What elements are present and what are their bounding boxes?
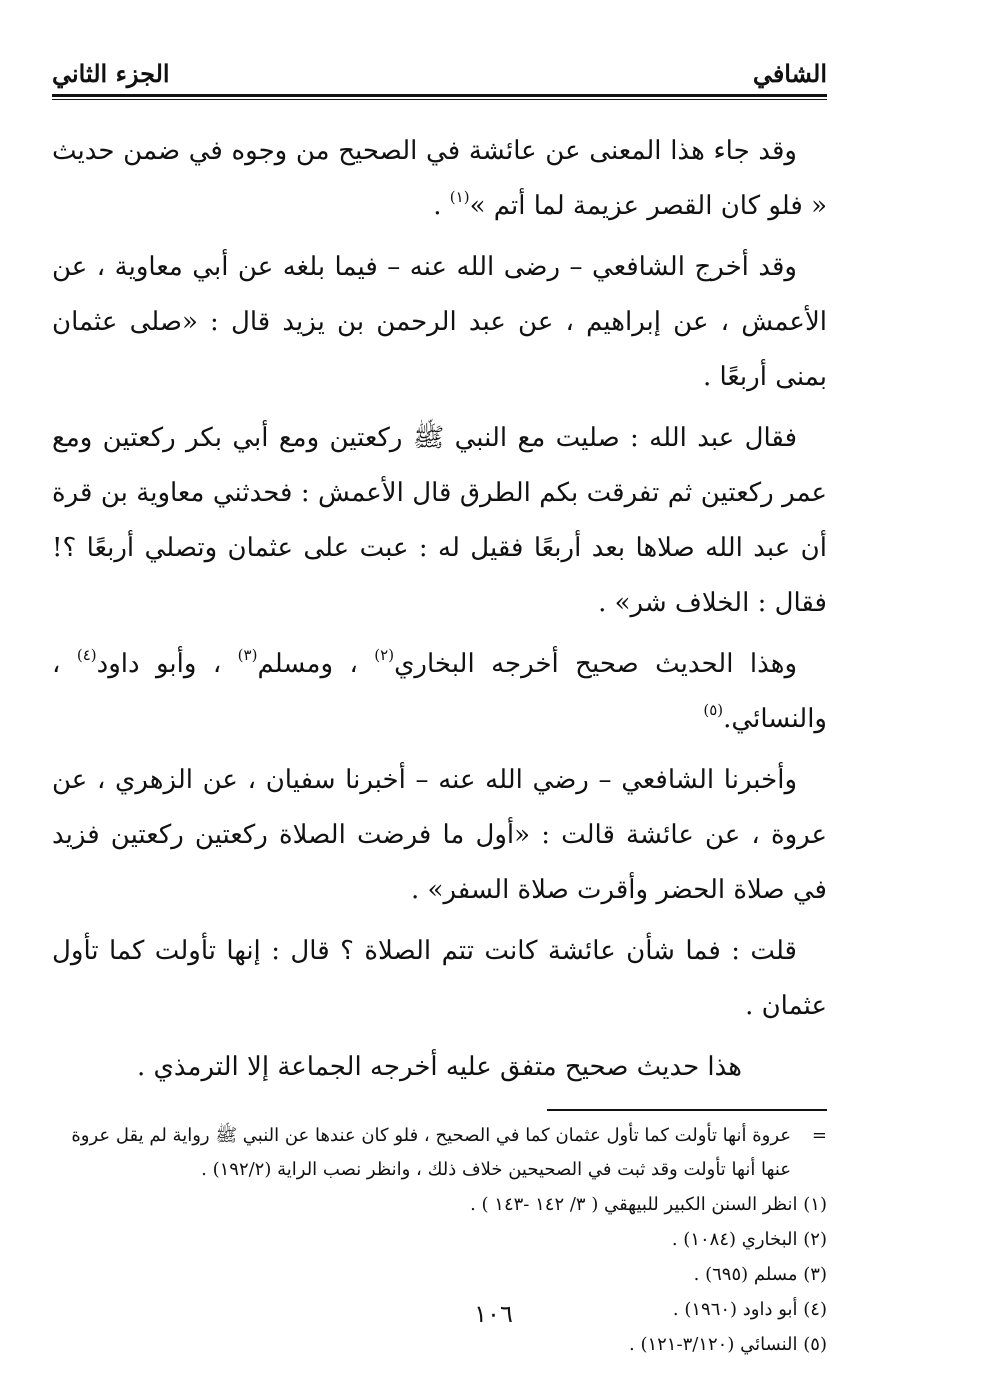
running-header <box>52 48 827 88</box>
footnote-3: (٣) مسلم (٦٩٥) . <box>693 1264 827 1285</box>
footnote-5: (٥) النسائي (٣/١٢٠-١٢١) . <box>629 1334 827 1355</box>
header-part-label: الجزء الثاني <box>52 59 170 88</box>
header-double-rule <box>52 94 827 100</box>
paragraph-2: وقد أخرج الشافعي – رضى الله عنه – فيما بلغه عن أبي معاوية ، عن الأعمش ، عن إبراهيم ، عن عبد الرحمن بن يزيد قال : «صلى عثمان بمنى أربعًا . <box>52 252 827 392</box>
paragraph-1: وقد جاء هذا المعنى عن عائشة في الصحيح من وجوه في ضمن حديث « فلو كان القصر عزيمة لما أتم »$^{(١)}$ . <box>52 136 827 221</box>
paragraph-4: وهذا الحديث صحيح أخرجه البخاري$^{(٢)}$ ، ومسلم$^{(٣)}$ ، وأبو داود$^{(٤)}$ ، والنسائي.$^{(٥)}$ <box>52 646 827 734</box>
footnote-2: (٢) البخاري (١٠٨٤) . <box>671 1229 827 1250</box>
footnote-ref-3: (٣) <box>237 646 258 664</box>
main-text <box>52 124 827 1095</box>
paragraph-3: فقال عبد الله : صليت مع النبي ﷺ ركعتين ومع أبي بكر ركعتين ومع عمر ركعتين ثم تفرقت بكم الطرق قال الأعمش : فحدثني معاوية بن قرة أن عبد الله صلاها بعد أربعًا فقيل له : عبت على عثمان وتصلي أربعًا ؟! فقال : الخلاف شر» . <box>52 423 827 618</box>
paragraph-7: هذا حديث صحيح متفق عليه أخرجه الجماعة إلا الترمذي . <box>136 1052 743 1082</box>
footnote-ref-4: (٤) <box>76 646 97 664</box>
footnote-ref-5: (٥) <box>703 701 724 719</box>
footnote-separator <box>547 1109 827 1111</box>
footnote-continuation: = عروة أنها تأولت كما تأول عثمان كما في الصحيح ، فلو كان عندها عن النبي ﷺ رواية لم يقل عروة عنها أنها تأولت وقد ثبت في الصحيحين خلاف ذلك ، وانظر نصب الراية (١٩٢/٢) . <box>52 1119 827 1187</box>
page-number: ١٠٦ <box>474 1300 513 1328</box>
book-page <box>52 48 827 1362</box>
paragraph-6: قلت : فما شأن عائشة كانت تتم الصلاة ؟ قال : إنها تأولت كما تأول عثمان . <box>52 936 827 1021</box>
footnote-1: (١) انظر السنن الكبير للبيهقي ( ٣/ ١٤٢ -١٤٣ ) . <box>470 1194 827 1215</box>
paragraph-5: وأخبرنا الشافعي – رضي الله عنه – أخبرنا سفيان ، عن الزهري ، عن عروة ، عن عائشة قالت : «أول ما فرضت الصلاة ركعتين ركعتين فزيد في صلاة الحضر وأقرت صلاة السفر» . <box>52 765 827 905</box>
footnote-ref-2: (٢) <box>374 646 395 664</box>
footnote-ref-1: (١) <box>449 188 470 206</box>
footnote-4: (٤) أبو داود (١٩٦٠) . <box>672 1299 827 1320</box>
header-book-title: الشافي <box>752 59 827 88</box>
continuation-marker: = <box>811 1125 827 1146</box>
